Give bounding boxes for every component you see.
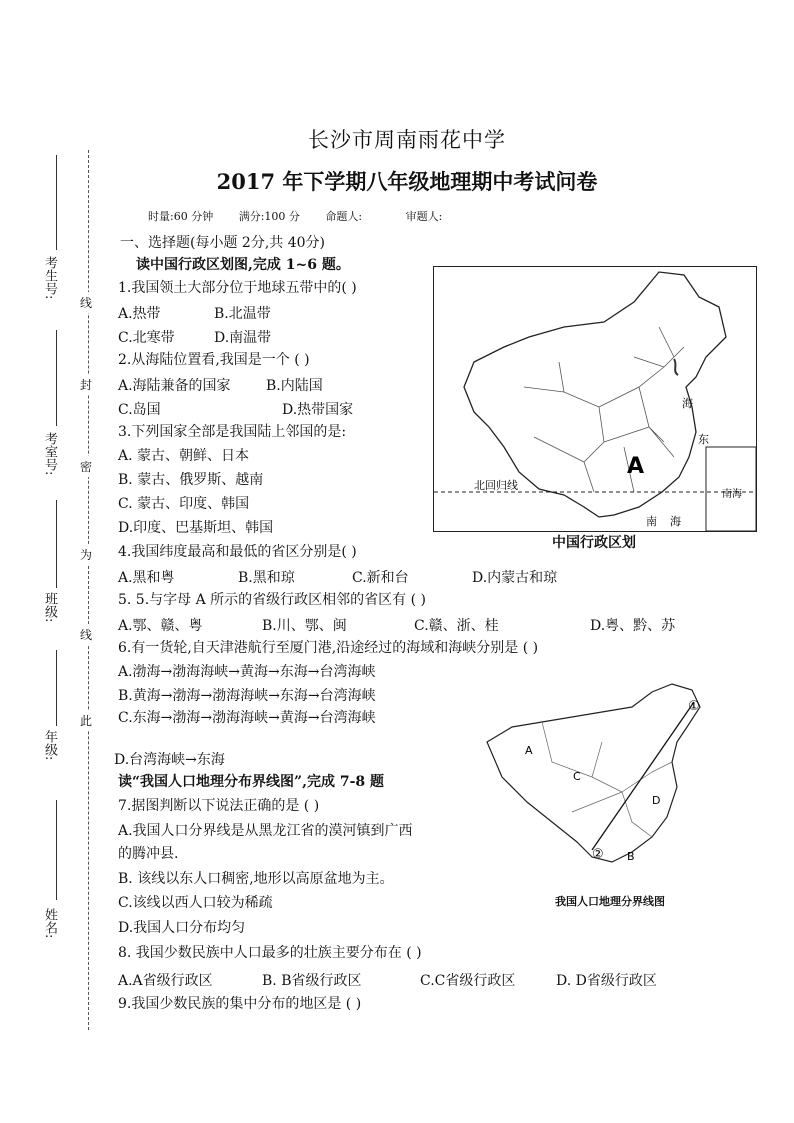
- region-d-label: D: [652, 794, 661, 807]
- question-2: 2.从海陆位置看,我国是一个 ( ): [118, 352, 310, 368]
- seal-char: 此: [80, 710, 92, 731]
- class-label: 班级:: [42, 592, 57, 623]
- q6-option-b: B.黄海→渤海→渤海海峡→东海→台湾海峡: [118, 688, 376, 704]
- q7-option-c: C.该线以西人口较为稀疏: [118, 895, 273, 911]
- school-name: 长沙市周南雨花中学: [308, 128, 506, 152]
- sea-label: 南: [646, 515, 657, 528]
- seal-char: 线: [80, 624, 92, 645]
- q6-option-a: A.渤海→渤海海峡→黄海→东海→台湾海峡: [118, 664, 376, 680]
- full-score: 满分:100 分: [238, 210, 300, 223]
- reviewer-label: 审题人:: [405, 210, 443, 223]
- binding-dashed-line: [88, 150, 89, 1030]
- exam-title: 2017 年下学期八年级地理期中考试问卷: [216, 169, 598, 194]
- q6-option-c: C.东海→渤海→渤海海峡→黄海→台湾海峡: [118, 710, 376, 726]
- q8-option-a: A.A省级行政区: [118, 973, 213, 989]
- q8-option-d: D. D省级行政区: [556, 973, 657, 989]
- question-5: 5. 5.与字母 A 所示的省级行政区相邻的省区有 ( ): [118, 592, 426, 608]
- question-6: 6.有一货轮,自天津港航行至厦门港,沿途经过的海域和海峡分别是 ( ): [118, 640, 539, 656]
- province-a-label: A: [627, 454, 645, 479]
- class-line: [56, 500, 57, 588]
- inset-sea-label: 南海: [722, 489, 742, 500]
- question-7: 7.据图判断以下说法正确的是 ( ): [118, 798, 320, 814]
- exam-meta: [148, 208, 464, 224]
- q1-option-b: B.北温带: [214, 306, 271, 322]
- sea-label: 海: [670, 515, 681, 528]
- grade-line: [56, 650, 57, 726]
- q2-option-b: B.内陆国: [266, 378, 323, 394]
- question-4: 4.我国纬度最高和最低的省区分别是( ): [118, 544, 357, 560]
- q7-option-a-line2: 的腾冲县.: [118, 846, 179, 862]
- china-admin-map-figure: [434, 267, 756, 531]
- q3-option-c: C. 蒙古、印度、韩国: [118, 496, 250, 512]
- q5-option-c: C.赣、浙、桂: [414, 618, 499, 634]
- map2-caption: 我国人口地理分界线图: [555, 895, 665, 908]
- seal-char: 密: [80, 456, 92, 477]
- sea-label: 海: [682, 397, 693, 410]
- q8-option-c: C.C省级行政区: [420, 973, 516, 989]
- q1-option-a: A.热带: [118, 306, 161, 322]
- time-limit: 时量:60 分钟: [148, 210, 214, 223]
- instruction-2: 读“我国人口地理分布界线图”,完成 7-8 题: [118, 774, 385, 790]
- seal-char: 为: [80, 544, 92, 565]
- q1-option-d: D.南温带: [214, 330, 272, 346]
- seal-char: 线: [80, 292, 92, 313]
- section-heading: 一、选择题(每小题 2分,共 40分): [120, 235, 325, 251]
- tropic-label: 北回归线: [474, 479, 518, 492]
- population-boundary-map: [482, 682, 730, 892]
- q3-option-b: B. 蒙古、俄罗斯、越南: [118, 472, 264, 488]
- q3-option-d: D.印度、巴基斯坦、韩国: [118, 520, 274, 536]
- question-1: 1.我国领土大部分位于地球五带中的( ): [118, 280, 357, 296]
- room-no-label: 考室号:: [42, 432, 57, 476]
- q8-option-b: B. B省级行政区: [262, 973, 362, 989]
- q6-option-d: D.台湾海峡→东海: [114, 752, 225, 768]
- student-no-label: 考生号:: [42, 256, 57, 300]
- name-line: [56, 800, 57, 900]
- q7-option-d: D.我国人口分布均匀: [118, 920, 246, 936]
- q2-option-d: D.热带国家: [282, 402, 354, 418]
- q4-option-d: D.内蒙古和琼: [472, 570, 558, 586]
- question-3: 3.下列国家全部是我国陆上邻国的是:: [118, 424, 347, 440]
- region-b-label: B: [627, 850, 635, 863]
- q7-option-a-line1: A.我国人口分界线是从黑龙江省的漠河镇到广西: [118, 823, 413, 839]
- map1-caption: 中国行政区划: [552, 535, 636, 551]
- q4-option-a: A.黑和粤: [118, 570, 175, 586]
- question-8: 8. 我国少数民族中人口最多的壮族主要分布在 ( ): [118, 945, 422, 961]
- student-no-line: [56, 155, 57, 250]
- q3-option-a: A. 蒙古、朝鲜、日本: [118, 448, 250, 464]
- china-admin-map: [433, 266, 757, 532]
- marker-1-label: ①: [688, 699, 700, 714]
- q5-option-a: A.鄂、赣、粤: [118, 618, 203, 634]
- question-9: 9.我国少数民族的集中分布的地区是 ( ): [118, 996, 362, 1012]
- seal-char: 封: [80, 374, 92, 395]
- q2-option-c: C.岛国: [118, 402, 161, 418]
- q1-option-c: C.北寒带: [118, 330, 175, 346]
- region-a-label: A: [525, 744, 533, 757]
- room-no-line: [56, 330, 57, 426]
- region-c-label: C: [573, 770, 581, 783]
- grade-label: 年级:: [42, 730, 57, 761]
- q4-option-c: C.新和台: [352, 570, 409, 586]
- q4-option-b: B.黑和琼: [238, 570, 295, 586]
- author-label: 命题人:: [325, 210, 363, 223]
- q5-option-d: D.粤、黔、苏: [590, 618, 676, 634]
- q7-option-b: B. 该线以东人口稠密,地形以高原盆地为主。: [118, 871, 394, 887]
- q2-option-a: A.海陆兼备的国家: [118, 378, 231, 394]
- sea-label: 东: [698, 433, 709, 446]
- population-boundary-map-figure: [482, 682, 730, 892]
- name-label: 姓名:: [42, 908, 57, 939]
- q5-option-b: B.川、鄂、闽: [262, 618, 347, 634]
- instruction-1: 读中国行政区划图,完成 1~6 题。: [136, 257, 350, 273]
- marker-2-label: ②: [592, 847, 604, 862]
